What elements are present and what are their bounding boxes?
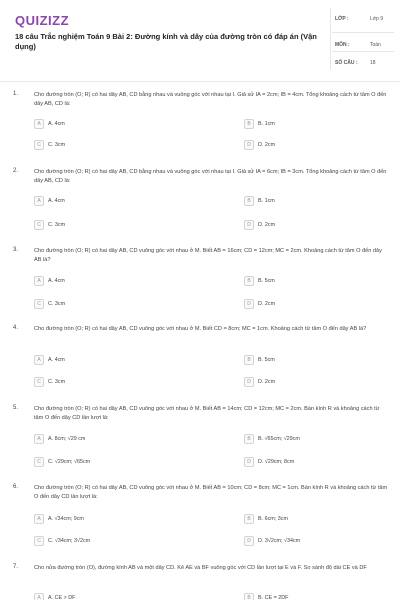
answer-text: D. 2cm <box>258 379 276 385</box>
answer-c[interactable] <box>34 536 90 546</box>
answer-d[interactable] <box>244 536 300 546</box>
answer-b[interactable] <box>244 276 275 286</box>
answer-text: A. 4cm <box>48 357 65 363</box>
answer-c[interactable] <box>34 299 65 309</box>
answer-d[interactable] <box>244 299 275 309</box>
quiz-meta <box>332 8 394 70</box>
answer-text: C. 3cm <box>48 301 66 307</box>
answer-letter-box: C <box>34 536 44 546</box>
question-number: 2. <box>13 168 19 174</box>
answer-text: A. √34cm; 9cm <box>48 516 84 522</box>
answer-text: C. √29cm; √65cm <box>48 459 91 465</box>
header-divider <box>0 81 400 82</box>
answer-b[interactable] <box>244 355 275 365</box>
answer-text: C. 3cm <box>48 222 66 228</box>
answer-letter-box: D <box>244 536 254 546</box>
answer-letter-box: B <box>244 593 254 600</box>
answer-letter-box: A <box>34 276 44 286</box>
answer-letter-box: C <box>34 377 44 387</box>
answer-letter-box: A <box>34 593 44 600</box>
answer-text: D. 2cm <box>258 222 276 228</box>
meta-value: 18 <box>370 60 376 66</box>
question-text: Cho đường tròn (O; R) có hai dây AB, CD vuông góc với nhau ở M. Biết AB = 16cm; CD = 12cm; MC = 2cm. Khoảng cách từ tâm O đến dây AB là? <box>34 248 382 263</box>
answer-d[interactable] <box>244 140 275 150</box>
question-number: 4. <box>13 325 19 331</box>
answer-text: B. 1cm <box>258 198 275 204</box>
answer-letter-box: B <box>244 514 254 524</box>
question-text: Cho đường tròn (O; R) có hai dây AB, CD vuông góc với nhau ở M. Biết AB = 14cm; CD = 12cm; MC = 2cm. Bán kính R và khoảng cách từ tâm O đến dây CD lần lượt là: <box>34 406 380 421</box>
answer-text: A. 8cm; √29 cm <box>48 436 86 442</box>
meta-row-subject <box>332 34 394 52</box>
answer-letter-box: C <box>34 140 44 150</box>
answer-a[interactable] <box>34 434 85 444</box>
answer-a[interactable] <box>34 593 75 600</box>
meta-separator <box>332 32 394 33</box>
answer-letter-box: B <box>244 196 254 206</box>
meta-value: Lớp 9 <box>370 16 384 22</box>
answer-text: B. CE = 2DF <box>258 595 289 600</box>
question-text: Cho đường tròn (O; R) có hai dây AB, CD vuông góc với nhau ở M. Biết CD = 8cm; MC = 1cm. Khoảng cách từ tâm O đến dây AB là? <box>34 326 367 332</box>
answer-letter-box: B <box>244 355 254 365</box>
answer-b[interactable] <box>244 196 275 206</box>
answer-text: C. 3cm <box>48 142 66 148</box>
answer-a[interactable] <box>34 119 65 129</box>
answer-text: B. √65cm; √29cm <box>258 436 300 442</box>
meta-label: SỐ CÂU : <box>335 60 358 66</box>
answer-text: A. 4cm <box>48 198 65 204</box>
answer-letter-box: A <box>34 355 44 365</box>
question-number: 1. <box>13 91 19 97</box>
question-text: Cho nửa đường tròn (O), đường kính AB và một dây CD. Kẻ AE và BF vuông góc với CD lần lượt tại E và F. So sánh độ dài CE và DF <box>34 565 367 571</box>
question-number: 6. <box>13 484 19 490</box>
answer-b[interactable] <box>244 434 300 444</box>
answer-c[interactable] <box>34 377 65 387</box>
answer-text: B. 1cm <box>258 121 275 127</box>
answer-text: B. 5cm <box>258 278 275 284</box>
answer-b[interactable] <box>244 593 288 600</box>
answer-text: C. 3cm <box>48 379 66 385</box>
question-text: Cho đường tròn (O; R) có hai dây AB, CD bằng nhau và vuông góc với nhau tại I. Giả sử IA = 6cm; IB = 3cm. Tổng khoảng cách từ tâm O đến dây AB, CD là: <box>34 169 387 184</box>
answer-letter-box: D <box>244 220 254 230</box>
answer-letter-box: B <box>244 434 254 444</box>
quizizz-logo[interactable]: QUIZIZZ <box>15 13 70 28</box>
meta-label: LỚP : <box>335 16 349 22</box>
question-number: 7. <box>13 564 19 570</box>
answer-letter-box: C <box>34 299 44 309</box>
answer-c[interactable] <box>34 220 65 230</box>
answer-letter-box: A <box>34 514 44 524</box>
answer-a[interactable] <box>34 196 65 206</box>
answer-letter-box: D <box>244 457 254 467</box>
meta-row-count <box>332 52 394 70</box>
answer-c[interactable] <box>34 140 65 150</box>
meta-divider <box>330 8 331 70</box>
answer-letter-box: A <box>34 196 44 206</box>
answer-text: D. 3√2cm; √34cm <box>258 538 301 544</box>
answer-a[interactable] <box>34 276 65 286</box>
answer-d[interactable] <box>244 377 275 387</box>
meta-row-grade <box>332 8 394 26</box>
answer-letter-box: D <box>244 377 254 387</box>
answer-text: A. 4cm <box>48 278 65 284</box>
answer-letter-box: A <box>34 434 44 444</box>
question-number: 5. <box>13 405 19 411</box>
answer-text: B. 6cm; 3cm <box>258 516 288 522</box>
question-text: Cho đường tròn (O; R) có hai dây AB, CD vuông góc với nhau ở M. Biết AB = 10cm; CD = 8cm; MC = 1cm. Bán kính R và khoảng cách từ tâm O đến dây CD lần lượt là: <box>34 485 388 500</box>
answer-text: C. √34cm; 3√2cm <box>48 538 91 544</box>
answer-letter-box: B <box>244 276 254 286</box>
answer-b[interactable] <box>244 514 288 524</box>
answer-letter-box: C <box>34 457 44 467</box>
answer-d[interactable] <box>244 220 275 230</box>
question-number: 3. <box>13 247 19 253</box>
answer-text: D. 2cm <box>258 301 276 307</box>
answer-a[interactable] <box>34 355 65 365</box>
question-text: Cho đường tròn (O; R) có hai dây AB, CD bằng nhau và vuông góc với nhau tại I. Giả sử IA = 2cm; IB = 4cm. Tổng khoảng cách từ tâm O đến dây AB, CD là: <box>34 92 387 107</box>
answer-text: D. √29cm; 8cm <box>258 459 295 465</box>
answer-d[interactable] <box>244 457 294 467</box>
meta-label: MÔN : <box>335 42 350 48</box>
answer-letter-box: A <box>34 119 44 129</box>
meta-value: Toán <box>370 42 381 48</box>
answer-text: D. 2cm <box>258 142 276 148</box>
answer-letter-box: B <box>244 119 254 129</box>
answer-text: A. CE > DF <box>48 595 76 600</box>
answer-text: B. 5cm <box>258 357 275 363</box>
answer-c[interactable] <box>34 457 90 467</box>
answer-text: A. 4cm <box>48 121 65 127</box>
answer-letter-box: D <box>244 299 254 309</box>
answer-letter-box: D <box>244 140 254 150</box>
answer-b[interactable] <box>244 119 275 129</box>
answer-letter-box: C <box>34 220 44 230</box>
quiz-header <box>0 0 400 82</box>
quiz-title: 18 câu Trắc nghiệm Toán 9 Bài 2: Đường kính và dây của đường tròn có đáp án (Vận dụng) <box>15 32 317 51</box>
answer-a[interactable] <box>34 514 84 524</box>
